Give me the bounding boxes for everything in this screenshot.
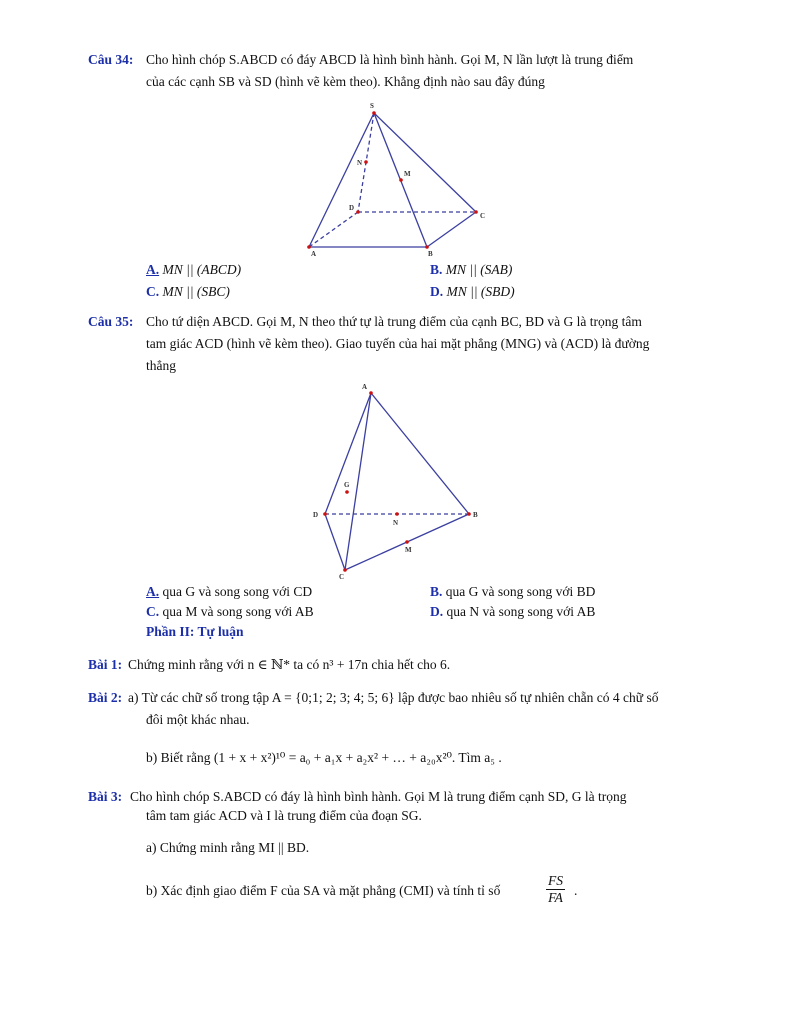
q35-option-a[interactable]: A. qua G và song song với CD — [146, 584, 313, 599]
exercise-3-label: Bài 3: — [88, 789, 123, 804]
pyramid-figure — [300, 100, 500, 260]
question-35-label: Câu 35: — [88, 314, 134, 329]
q34-option-c[interactable]: C. MN || (SBC) — [146, 284, 230, 299]
q35-option-d[interactable]: D. qua N và song song với AB — [430, 604, 596, 619]
exercise-2-part-b: b) Biết rằng (1 + x + x²)¹⁰ = a₀ + a₁x + a₂x² + … + a₂₀x²⁰. Tìm a₅ . — [146, 750, 502, 765]
pt-M: M — [405, 546, 412, 554]
exercise-2-label: Bài 2: — [88, 690, 123, 705]
exercise-1-text: Chứng minh rằng với n ∈ ℕ* ta có n³ + 17n chia hết cho 6. — [128, 657, 451, 672]
exercise-2-part-a-line-1: a) Từ các chữ số trong tập A = {0;1; 2; 3; 4; 5; 6} lập được bao nhiêu số tự nhiên chẵn có 4 chữ số — [128, 690, 659, 705]
q35-option-b[interactable]: B. qua G và song song với BD — [430, 584, 596, 599]
exercise-1-label: Bài 1: — [88, 657, 123, 672]
pt-G: G — [344, 481, 350, 489]
q34-option-d[interactable]: D. MN || (SBD) — [430, 284, 515, 299]
exercise-2-part-a-line-2: đôi một khác nhau. — [146, 712, 250, 727]
pt-C: C — [339, 573, 345, 580]
pt-N: N — [393, 519, 399, 527]
q34-option-a[interactable]: A. MN || (ABCD) — [146, 262, 242, 277]
pt-S: S — [370, 102, 374, 110]
question-35-line-2: tam giác ACD (hình vẽ kèm theo). Giao tuyến của hai mặt phẳng (MNG) và (ACD) là đường — [146, 336, 650, 351]
question-34-line-1: Cho hình chóp S.ABCD có đáy ABCD là hình bình hành. Gọi M, N lần lượt là trung điểm — [146, 52, 634, 67]
pt-A: A — [311, 250, 317, 258]
pt-D: D — [349, 204, 355, 212]
exercise-3-part-a: a) Chứng minh rằng MI || BD. — [146, 840, 310, 855]
part-2-heading: Phần II: Tự luận — [146, 624, 244, 639]
tetrahedron-figure — [305, 380, 495, 580]
exercise-3-line-1: Cho hình chóp S.ABCD có đáy là hình bình hành. Gọi M là trung điểm cạnh SD, G là trọng — [130, 789, 627, 804]
pt-A: A — [362, 383, 368, 391]
pt-D: D — [313, 511, 319, 519]
pt-N: N — [357, 159, 363, 167]
question-35-line-1: Cho tứ diện ABCD. Gọi M, N theo thứ tự là trung điểm của cạnh BC, BD và G là trọng tâm — [146, 314, 642, 329]
fraction-numerator: FS — [548, 873, 563, 888]
ratio-fraction — [546, 873, 565, 906]
q34-option-b[interactable]: B. MN || (SAB) — [430, 262, 513, 277]
fraction-denominator: FA — [548, 890, 563, 905]
question-35-line-3: thẳng — [146, 358, 176, 373]
exercise-3-part-b: b) Xác định giao điểm F của SA và mặt phẳng (CMI) và tính tỉ số — [146, 883, 501, 898]
pt-B: B — [428, 250, 433, 258]
fraction-end-period: . — [574, 883, 578, 898]
q35-option-c[interactable]: C. qua M và song song với AB — [146, 604, 314, 619]
exercise-3-line-2: tâm tam giác ACD và I là trung điểm của đoạn SG. — [146, 808, 422, 823]
pt-C: C — [480, 212, 486, 220]
pt-B: B — [473, 511, 478, 519]
question-34-label: Câu 34: — [88, 52, 134, 67]
pt-M: M — [404, 170, 411, 178]
question-34-line-2: của các cạnh SB và SD (hình vẽ kèm theo). Khẳng định nào sau đây đúng — [146, 74, 545, 89]
